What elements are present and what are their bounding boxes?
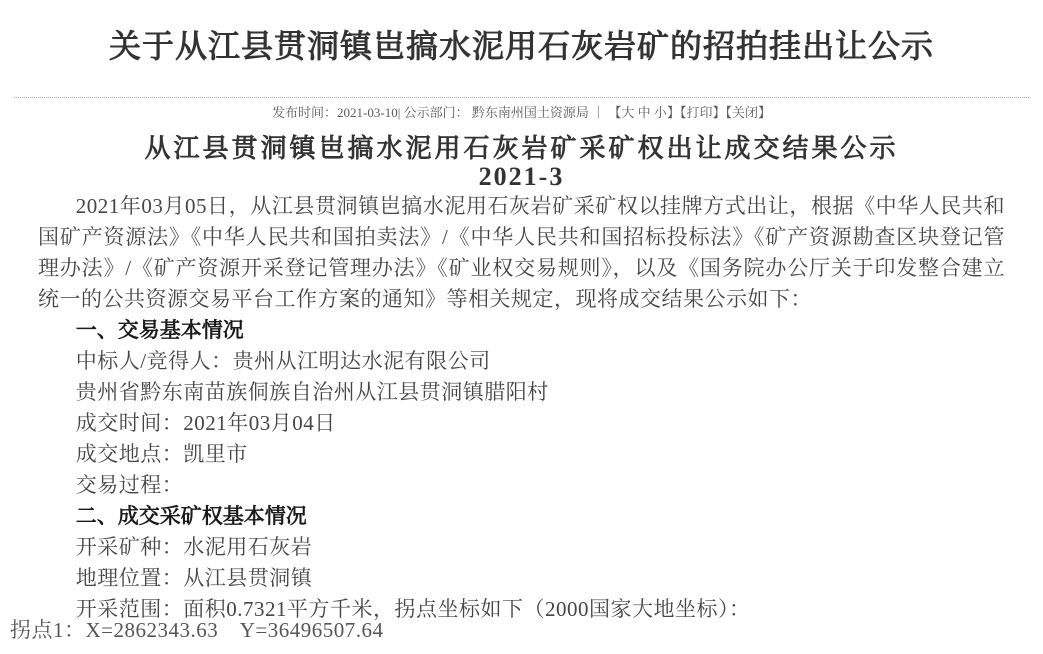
font-size-medium-button[interactable]: 中 [637,104,651,120]
page-title: 关于从江县贯洞镇岜搞水泥用石灰岩矿的招拍挂出让公示 [108,28,934,64]
coordinate-line-clipped: 拐点1：X=2862343.63 Y=36496507.64 [10,617,384,642]
department-name: 黔东南州国土资源局 [471,104,589,120]
location-line: 地理位置：从江县贯洞镇 [75,565,313,590]
publish-time-value: 2021-03-10 [337,104,398,120]
winner-address-line: 贵州省黔东南苗族侗族自治州从江县贯洞镇腊阳村 [75,379,549,404]
document-title [30,135,1013,191]
font-size-controls [608,105,680,120]
dotted-divider [14,97,1029,98]
section-2-heading: 二、成交采矿权基本情况 [75,504,307,528]
meta-separator-2: ｜ [592,104,606,120]
deal-place-line: 成交地点：凯里市 [75,441,248,466]
meta-bar [0,104,1043,122]
document-title-line2: 2021-3 [478,161,565,191]
section-1-heading: 一、交易基本情况 [75,318,244,342]
document-title-line1: 从江县贯洞镇岜搞水泥用石灰岩矿采矿权出让成交结果公示 [144,133,899,163]
font-size-large-button[interactable]: 大 [621,104,635,120]
mineral-type-line: 开采矿种：水泥用石灰岩 [75,534,313,559]
announcement-page [0,28,1043,654]
font-size-small-button[interactable]: 小 [653,104,667,120]
mining-area-line: 开采范围：面积0.7321平方千米，拐点坐标如下（2000国家大地坐标）： [75,596,751,621]
department-label: 公示部门： [403,104,469,120]
font-size-bracket-close: 】 [666,104,680,120]
close-button[interactable]: 【关闭】 [725,104,771,120]
font-size-bracket-open: 【 [608,104,622,120]
winner-line: 中标人/竞得人：贵州从江明达水泥有限公司 [75,348,491,373]
publish-time-label: 发布时间： [272,104,338,120]
document-body [10,191,1005,642]
print-button[interactable]: 【打印】 [679,104,726,120]
meta-separator-1: | [397,104,401,120]
intro-paragraph: 2021年03月05日，从江县贯洞镇岜搞水泥用石灰岩矿采矿权以挂牌方式出让，根据《中华人民共和国矿产资源法》《中华人民共和国拍卖法》/《中华人民共和国招标投标法》《矿产资源勘查区块登记管理办法》/《矿产资源开采登记管理办法》《矿业权交易规则》，以及《国务院办公厅关于印发整合建立统一的公共资源交易平台工作方案的通知》等相关规定，现将成交结果公示如下： [38,193,1005,311]
deal-time-line: 成交时间：2021年03月04日 [75,410,336,435]
deal-process-line: 交易过程： [75,472,184,497]
